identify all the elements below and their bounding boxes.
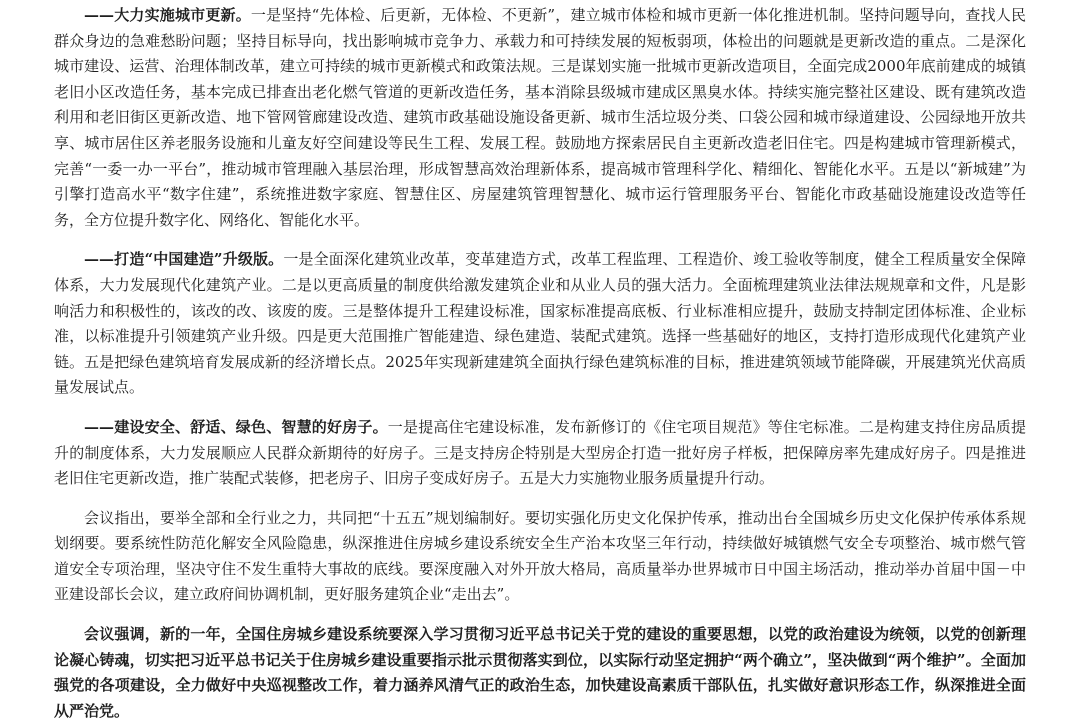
paragraph-china-construction: [54, 247, 1026, 401]
paragraph-heading: ——大力实施城市更新。: [84, 6, 251, 24]
paragraph-urban-renewal: [54, 3, 1026, 233]
paragraph-meeting-emphasized: [54, 622, 1026, 724]
paragraph-heading: ——打造“中国建造”升级版。: [84, 250, 284, 269]
paragraph-text: 一是全面深化建筑业改革，变革建造方式，改革工程监理、工程造价、竣工验收等制度，健全工程质量安全保障体系，大力发展现代化建筑产业。二是以更高质量的制度供给激发建筑企业和从业人员的强大活力。全面梳理建筑业法律法规规章和文件，凡是影响活力和积极性的，该改的改、该废的废。三是整体提升工程建设标准，国家标准提高底板、行业标准相应提升，鼓励支持制定团体标准、企业标准，以标准提升引领建筑产业升级。四是更大范围推广智能建造、绿色建造、装配式建筑。选择一些基础好的地区，支持打造形成现代化建筑产业链。五是把绿色建筑培育发展成新的经济增长点。2025年实现新建建筑全面执行绿色建筑标准的目标，推进建筑领域节能降碳，开展建筑光伏高质量发展试点。: [54, 250, 1026, 397]
paragraph-text: 一是坚持“先体检、后更新，无体检、不更新”，建立城市体检和城市更新一体化推进机制。坚持问题导向，查找人民群众身边的急难愁盼问题；坚持目标导向，找出影响城市竞争力、承载力和可持续发展的短板弱项，体检出的问题就是更新改造的重点。二是深化城市建设、运营、治理体制改革，建立可持续的城市更新模式和政策法规。三是谋划实施一批城市更新改造项目，全面完成2000年底前建成的城镇老旧小区改造任务，基本完成已排查出老化燃气管道的更新改造任务，基本消除县级城市建成区黑臭水体。持续实施完整社区建设、既有建筑改造利用和老旧街区更新改造、地下管网管廊建设改造、建筑市政基础设施设备更新、城市生活垃圾分类、口袋公园和城市绿道建设、公园绿地开放共享、城市居住区养老服务设施和儿童友好空间建设等民生工程、发展工程。鼓励地方探索居民自主更新改造老旧住宅。四是构建城市管理新模式，完善“一委一办一平台”，推动城市管理融入基层治理，形成智慧高效治理新体系，提高城市管理科学化、精细化、智能化水平。五是以“新城建”为引擎打造高水平“数字住建”，系统推进数字家庭、智慧住区、房屋建筑管理智慧化、城市运行管理服务平台、智能化市政基础设施建设改造等任务，全方位提升数字化、网络化、智能化水平。: [54, 6, 1026, 229]
paragraph-heading: ——建设安全、舒适、绿色、智慧的好房子。: [84, 417, 388, 436]
article-body: [54, 3, 1026, 724]
paragraph-good-housing: [54, 415, 1026, 492]
paragraph-text: 一是提高住宅建设标准，发布新修订的《住宅项目规范》等住宅标准。二是构建支持住房品质提升的制度体系，大力发展顺应人民群众新期待的好房子。三是支持房企特别是大型房企打造一批好房子样板，把保障房率先建成好房子。四是推进老旧住宅更新改造，推广装配式装修，把老房子、旧房子变成好房子。五是大力实施物业服务质量提升行动。: [54, 417, 1026, 488]
paragraph-text: 会议强调，新的一年，全国住房城乡建设系统要深入学习贯彻习近平总书记关于党的建设的重要思想，以党的政治建设为统领，以党的创新理论凝心铸魂，切实把习近平总书记关于住房城乡建设重要指示批示贯彻落实到位，以实际行动坚定拥护“两个确立”，坚决做到“两个维护”。全面加强党的各项建设，全力做好中央巡视整改工作，着力涵养风清气正的政治生态，加快建设高素质干部队伍，扎实做好意识形态工作，纵深推进全面从严治党。: [54, 625, 1026, 720]
paragraph-meeting-pointed-out: [54, 506, 1026, 608]
paragraph-text: 会议指出，要举全部和全行业之力，共同把“十五五”规划编制好。要切实强化历史文化保护传承，推动出台全国城乡历史文化保护传承体系规划纲要。要系统性防范化解安全风险隐患，纵深推进住房城乡建设系统安全生产治本攻坚三年行动，持续做好城镇燃气安全专项整治、城市燃气管道安全专项治理，坚决守住不发生重特大事故的底线。要深度融入对外开放大格局，高质量举办世界城市日中国主场活动，推动举办首届中国－中亚建设部长会议，建立政府间协调机制，更好服务建筑企业“走出去”。: [54, 508, 1026, 604]
